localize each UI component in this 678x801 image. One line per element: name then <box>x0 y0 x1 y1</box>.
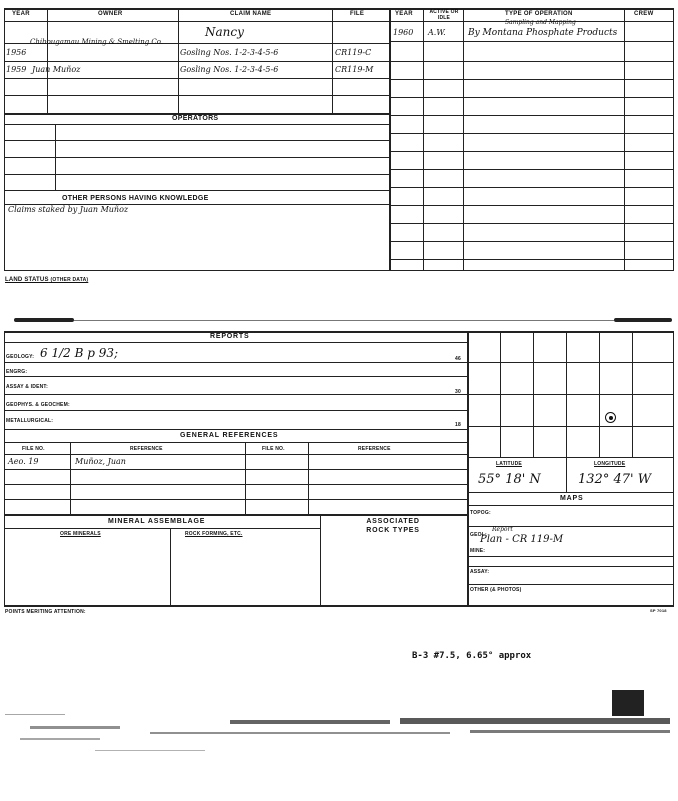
owner-row-claim: Gosling Nos. 1-2-3-4-5-6 <box>180 65 279 74</box>
owner-row-claim: Gosling Nos. 1-2-3-4-5-6 <box>180 48 279 57</box>
header-owner: OWNER <box>98 11 123 17</box>
refs-col-file-2: FILE NO. <box>262 446 285 452</box>
latitude-label: LATITUDE <box>496 461 522 467</box>
report-geophys-label: GEOPHYS. & GEOCHEM: <box>6 402 70 408</box>
other-persons-text: Claims staked by Juan Muñoz <box>8 205 129 214</box>
rock-forming-label: ROCK FORMING, ETC. <box>185 531 243 537</box>
report-num: 46 <box>455 356 461 362</box>
ref-file: Aeo. 19 <box>8 457 39 466</box>
header-active-idle: ACTIVE OR IDLE <box>429 9 459 21</box>
operation-year: 1960 <box>393 28 414 37</box>
geol-value: Plan - CR 119-M <box>480 534 564 545</box>
report-num: 18 <box>455 422 461 428</box>
header-crew: CREW <box>634 11 654 17</box>
refs-col-file: FILE NO. <box>22 446 45 452</box>
scan-noise-band <box>0 690 678 765</box>
report-assay-label: ASSAY & IDENT: <box>6 384 48 390</box>
header-year-2: YEAR <box>395 11 413 17</box>
owner-row-owner: Chibougamau Mining & Smelting Co. <box>30 38 164 46</box>
points-meriting-attention-label: POINTS MERITING ATTENTION: <box>5 609 86 615</box>
report-num: 30 <box>455 389 461 395</box>
maps-label: MAPS <box>560 495 584 502</box>
owner-row-year: 1959 <box>6 65 27 74</box>
other-persons-title: OTHER PERSONS HAVING KNOWLEDGE <box>62 195 209 202</box>
ore-minerals-label: ORE MINERALS <box>60 531 101 537</box>
form-number: SP 7018 <box>650 608 667 613</box>
longitude-value: 132° 47' W <box>578 472 652 487</box>
owner-row-owner: Juan Muñoz <box>32 65 81 74</box>
operators-title: OPERATORS <box>172 115 219 122</box>
refs-col-ref-2: REFERENCE <box>358 446 391 452</box>
longitude-label: LONGITUDE <box>594 461 626 467</box>
location-marker-icon <box>605 412 616 423</box>
operation-note: Sampling and Mapping <box>505 19 576 26</box>
report-geology-label: GEOLOGY: <box>6 354 35 360</box>
owner-row-year: 1956 <box>6 48 27 57</box>
report-engrg-label: ENGRG: <box>6 369 28 375</box>
owner-row-file: CR119-M <box>335 65 374 74</box>
geol-note: Report <box>492 526 513 533</box>
header-year: YEAR <box>12 11 30 17</box>
operation-type: By Montana Phosphate Products <box>468 28 618 38</box>
ref-reference: Muñoz, Juan <box>75 457 126 466</box>
owner-row-file: CR119-C <box>335 48 372 57</box>
reports-title: REPORTS <box>210 333 250 340</box>
header-file: FILE <box>350 11 365 17</box>
latitude-value: 55° 18' N <box>478 472 541 487</box>
mineral-assemblage-title: MINERAL ASSEMBLAGE <box>108 518 206 525</box>
report-geology-value: 6 1/2 B p 93; <box>40 346 119 360</box>
associated-rock-types: ASSOCIATED ROCK TYPES <box>366 518 420 534</box>
topog-label: TOPOG: <box>470 510 491 516</box>
header-claim-name: CLAIM NAME <box>230 11 272 17</box>
refs-col-ref: REFERENCE <box>130 446 163 452</box>
assay-label: ASSAY: <box>470 569 490 575</box>
mine-label: MINE: <box>470 548 486 554</box>
typed-note: B-3 #7.5, 6.65° approx <box>412 651 532 661</box>
land-status-label: LAND STATUS (OTHER DATA) <box>5 277 89 283</box>
claim-name-nancy: Nancy <box>205 25 244 39</box>
report-metallurgical-label: METALLURGICAL: <box>6 418 54 424</box>
general-refs-title: GENERAL REFERENCES <box>180 432 279 439</box>
other-photos-label: OTHER (& PHOTOS) <box>470 587 522 593</box>
geol-label: GEOL: <box>470 532 487 538</box>
header-type-operation: TYPE OF OPERATION <box>505 11 573 17</box>
operation-active: A.W. <box>428 28 446 37</box>
scan-separator <box>4 318 674 322</box>
